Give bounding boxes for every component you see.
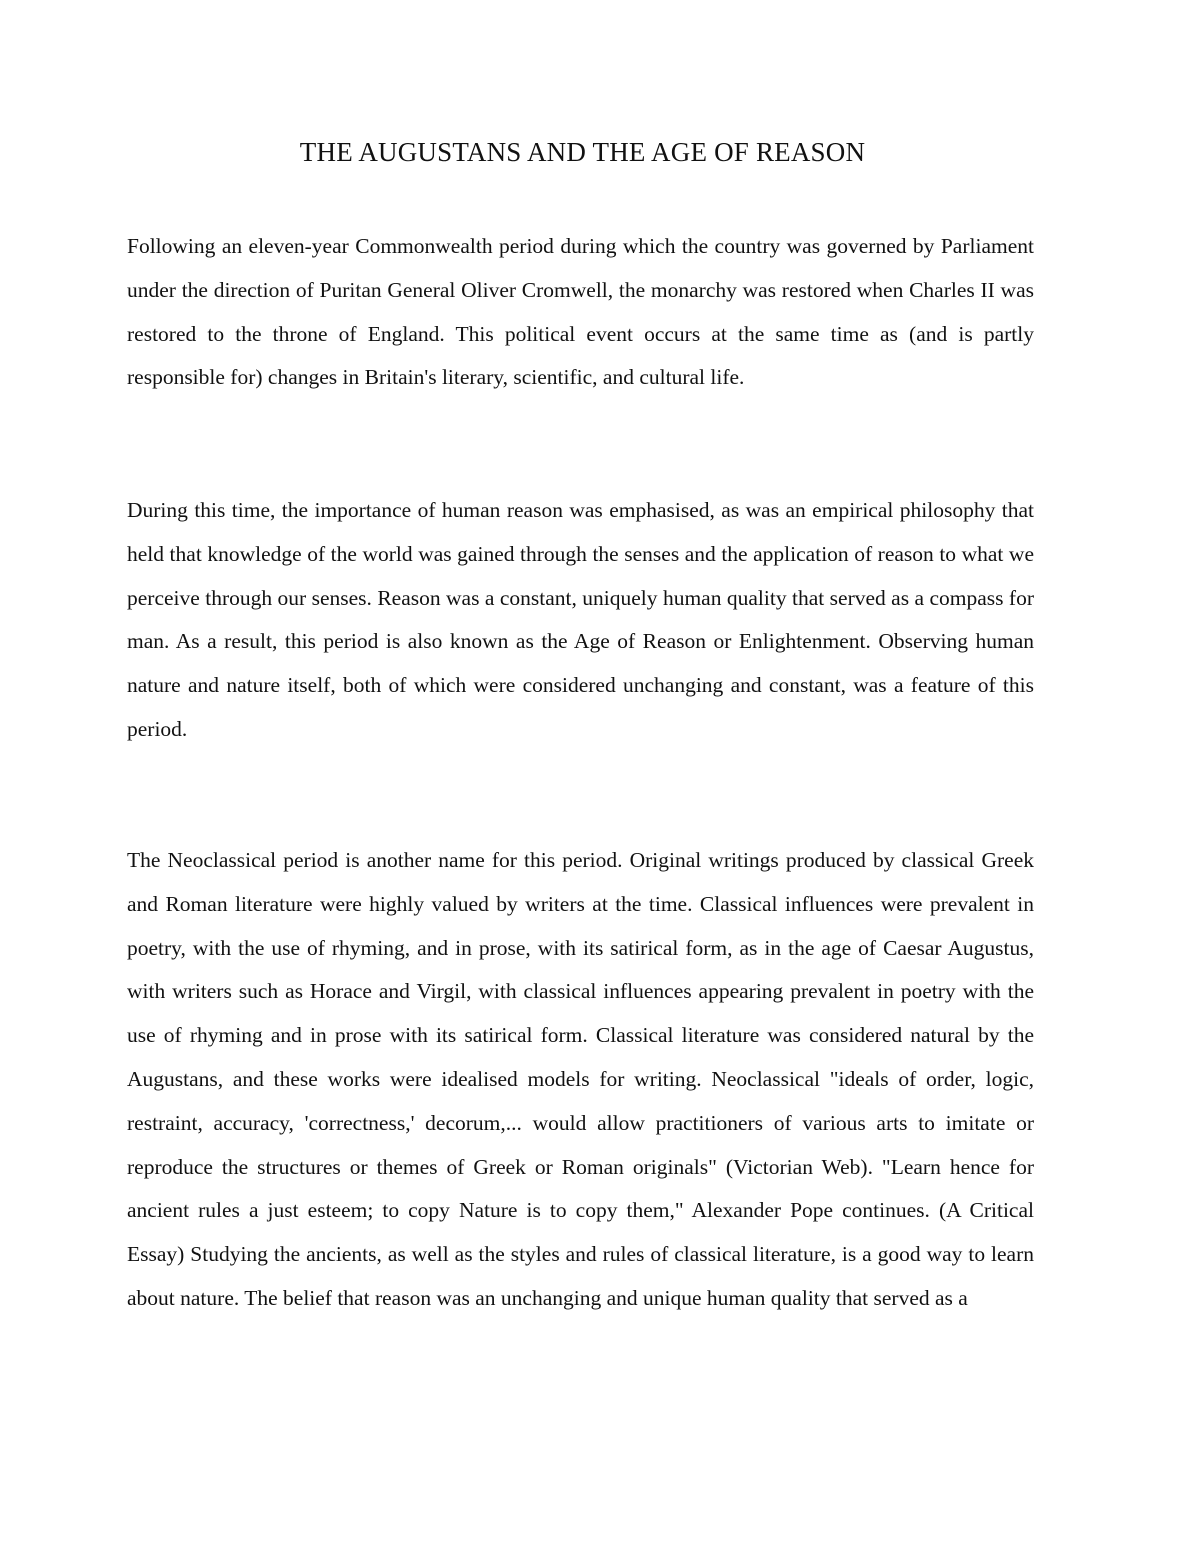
paragraph-age-of-reason: During this time, the importance of human reason was emphasised, as was an empirical philosophy that held that knowledge of the world was gained through the senses and the application of reason to what we perceive through our senses. Reason was a constant, uniquely human quality that served as a compass for man. As a result, this period is also known as the Age of Reason or Enlightenment. Observing human nature and nature itself, both of which were considered unchanging and constant, was a feature of this period. xyxy=(127,498,1034,741)
paragraph-commonwealth: Following an eleven-year Commonwealth period during which the country was governed by Parliament under the direction of Puritan General Oliver Cromwell, the monarchy was restored when Charles II was restored to the throne of England. This political event occurs at the same time as (and is partly responsible for) changes in Britain's literary, scientific, and cultural life. xyxy=(127,234,1034,390)
document-title: THE AUGUSTANS AND THE AGE OF REASON xyxy=(299,137,866,167)
paragraph-neoclassical: The Neoclassical period is another name for this period. Original writings produced by classical Greek and Roman literature were highly valued by writers at the time. Classical influences were prevalent in poetry, with the use of rhyming, and in prose, with its satirical form, as in the age of Caesar Augustus, with writers such as Horace and Virgil, with classical influences appearing prevalent in poetry with the use of rhyming and in prose with its satirical form. Classical literature was considered natural by the Augustans, and these works were idealised models for writing. Neoclassical "ideals of order, logic, restraint, accuracy, 'correctness,' decorum,... would allow practitioners of various arts to imitate or reproduce the structures or themes of Greek or Roman originals" (Victorian Web). "Learn hence for ancient rules a just esteem; to copy Nature is to copy them," Alexander Pope continues. (A Critical Essay) Studying the ancients, as well as the styles and rules of classical literature, is a good way to learn about nature. The belief that reason was an unchanging and unique human quality that served as a xyxy=(127,848,1034,1310)
